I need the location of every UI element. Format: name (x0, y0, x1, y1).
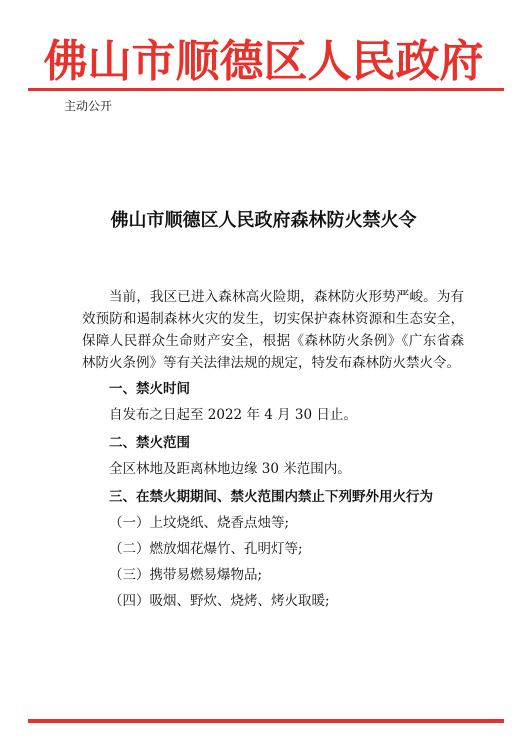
masthead-title: 佛山市顺德区人民政府 (43, 36, 484, 87)
section-text-time: 自发布之日起至 2022 年 4 月 30 日止。 (109, 407, 357, 423)
section-heading-time: 一、禁火时间 (109, 381, 190, 397)
masthead-red-rule (28, 88, 504, 91)
prohibited-item-2: （二）燃放烟花爆竹、孔明灯等; (109, 541, 303, 557)
disclosure-label: 主动公开 (64, 99, 113, 113)
document-body (82, 286, 464, 614)
section-heading-scope: 二、禁火范围 (109, 435, 190, 451)
section-text-scope: 全区林地及距离林地边缘 30 米范围内。 (109, 461, 351, 477)
intro-paragraph: 当前，我区已进入森林高火险期，森林防火形势严峻。为有效预防和遏制森林火灾的发生，切实保护森林资源和生态安全，保障人民群众生命财产安全，根据《森林防火条例》《广东省森林防火条例》等有关法律法规的规定，特发布森林防火禁火令。 (82, 289, 464, 371)
document-title: 佛山市顺德区人民政府森林防火禁火令 (110, 210, 417, 231)
prohibited-item-4: （四）吸烟、野炊、烧烤、烤火取暖; (109, 593, 330, 609)
prohibited-item-1: （一）上坟烧纸、烧香点烛等; (109, 515, 290, 531)
footer-red-rule (28, 719, 504, 723)
section-heading-prohibited: 三、在禁火期期间、禁火范围内禁止下列野外用火行为 (109, 489, 433, 505)
prohibited-item-3: （三）携带易燃易爆物品; (109, 567, 263, 583)
